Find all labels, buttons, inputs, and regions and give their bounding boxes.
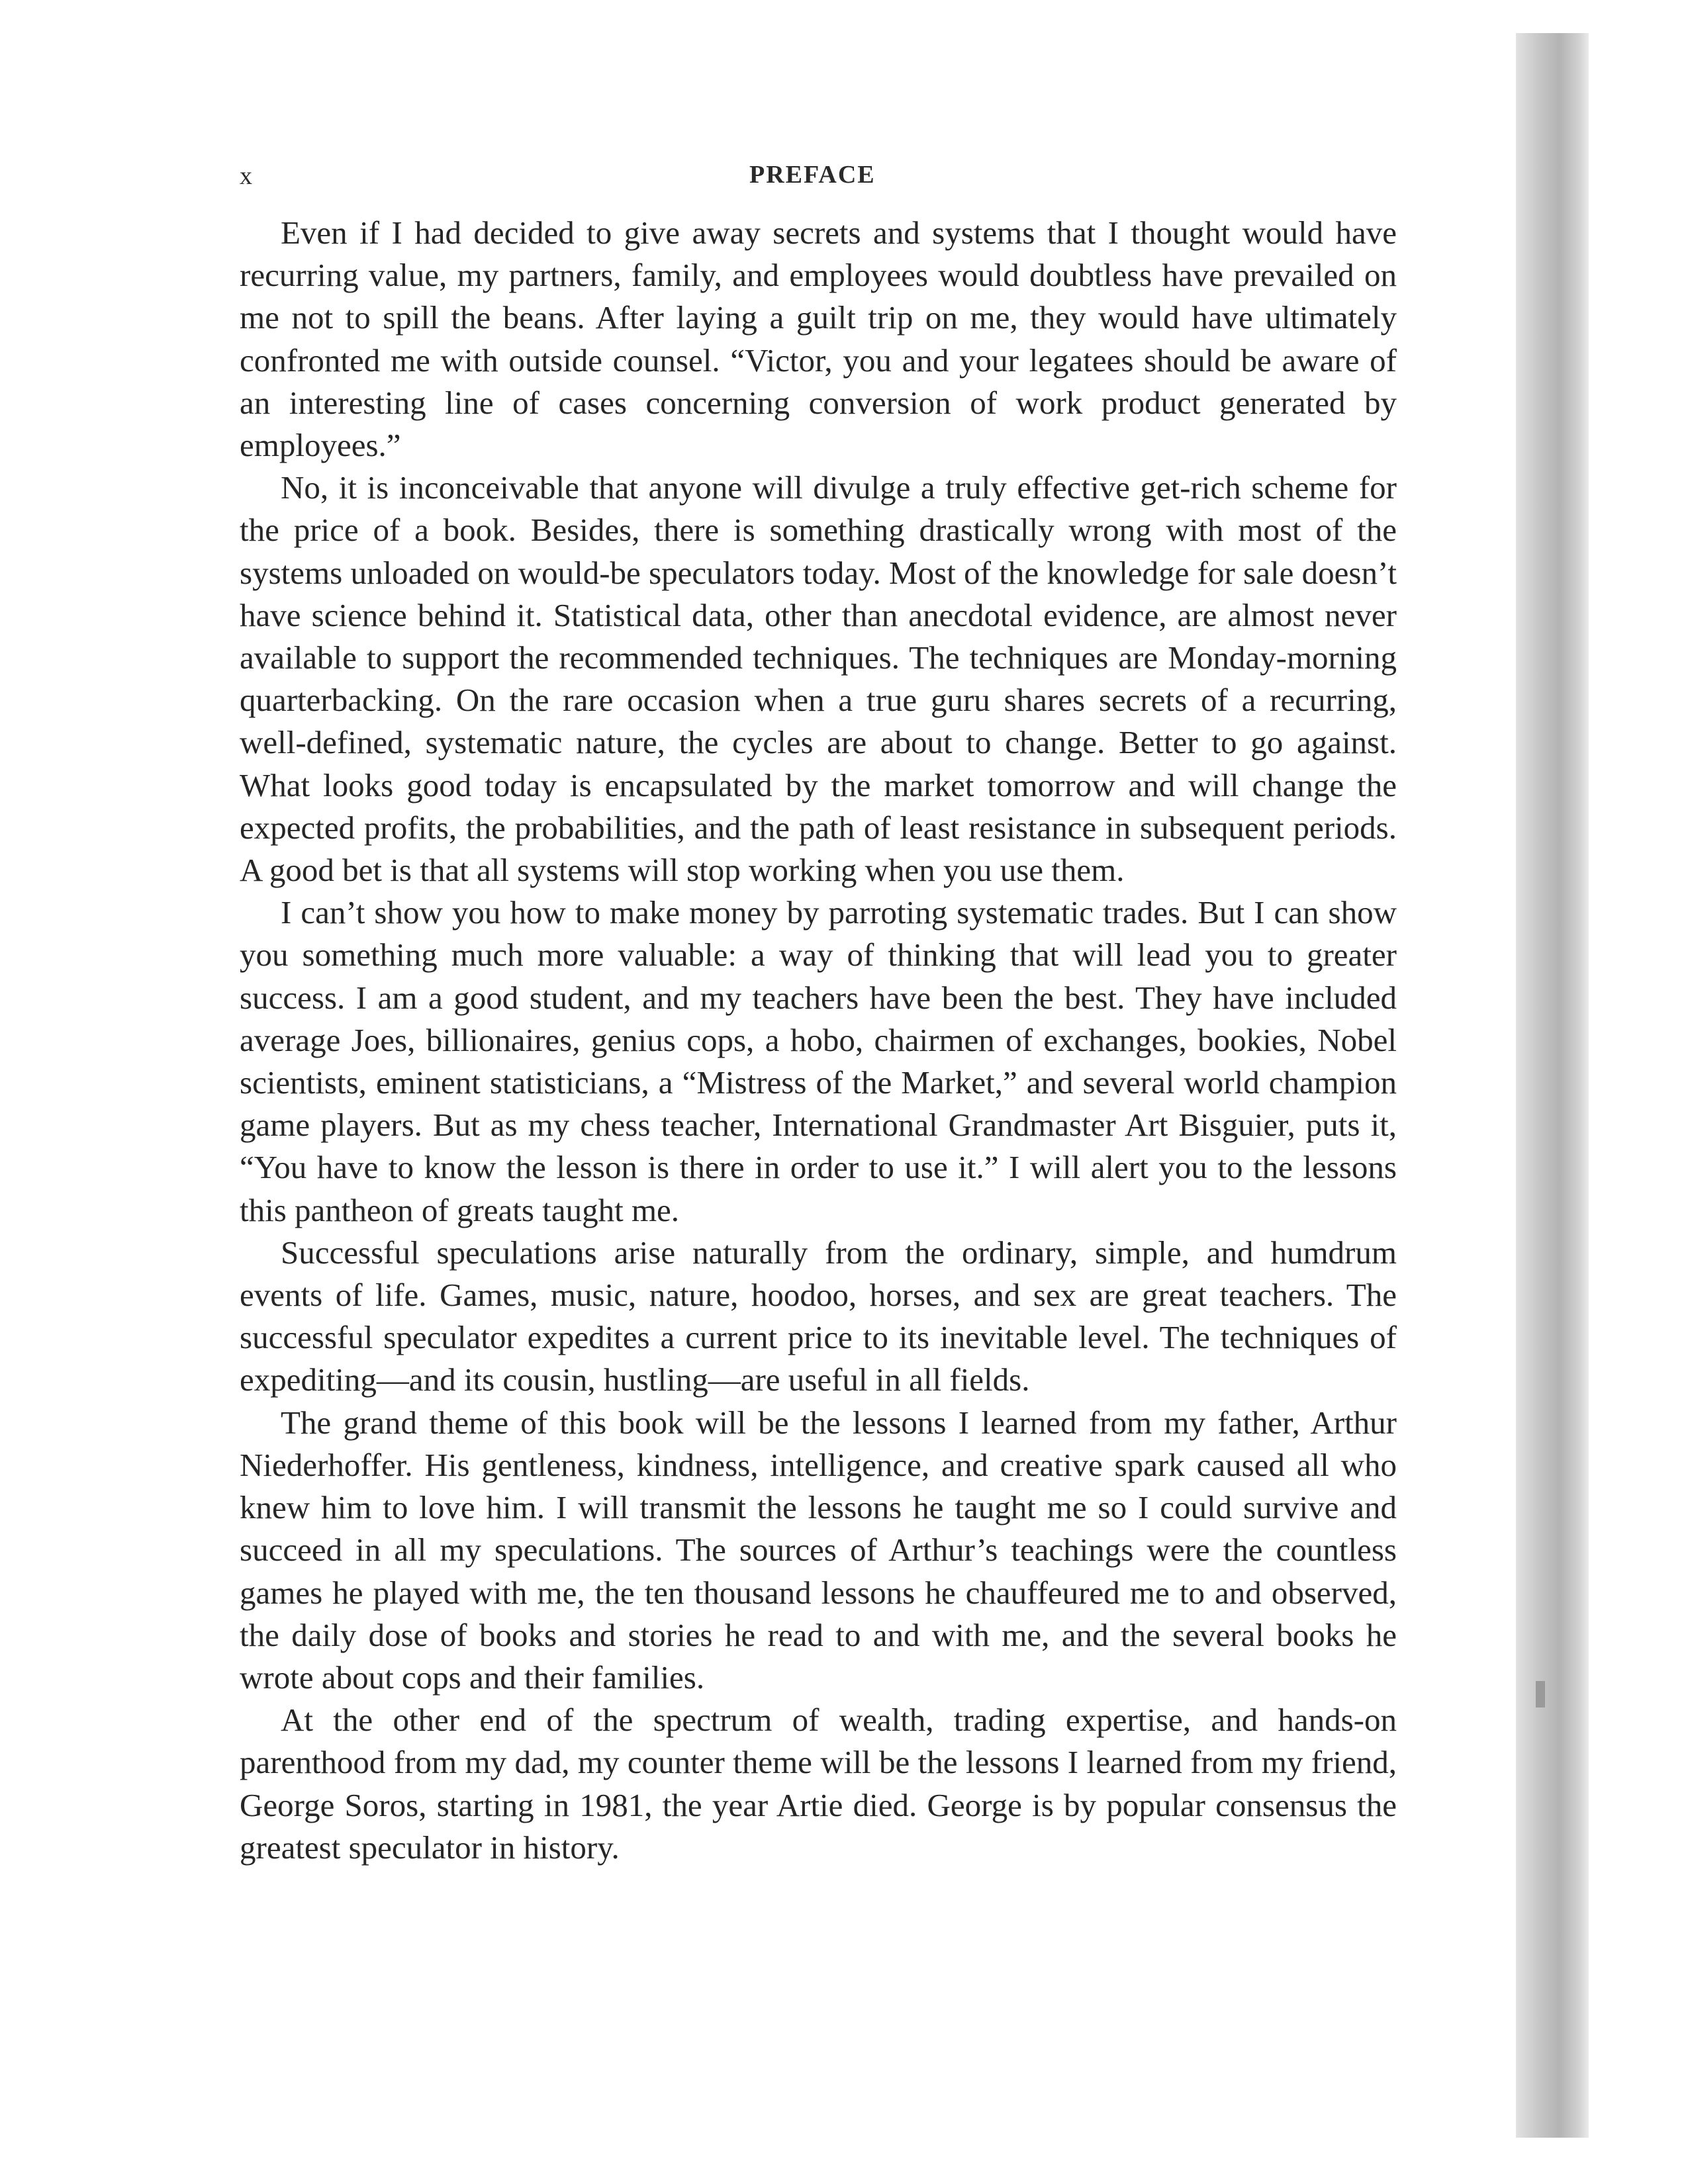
paragraph-3: I can’t show you how to make money by parroting systematic trades. But I can show you something much more valuable: a way of thinking that will lead you to greater success. I am a good student, and my teachers have been the best. They have included average Joes, billionaires, genius cops, a hobo, chairmen of exchanges, bookies, Nobel scientists, eminent statisticians, a “Mistress of the Market,” and several world champion game players. But as my chess teacher, International Grandmaster Art Bisguier, puts it, “You have to know the lesson is there in order to use it.” I will alert you to the lessons this pantheon of greats taught me.	[240, 894, 1397, 1228]
section-title: PREFACE	[749, 161, 876, 189]
paragraph-5: The grand theme of this book will be the lessons I learned from my father, Arthur Niederhoffer. His gentleness, kindness, intelligence, and creative spark caused all who knew him to love him. I will transmit the lessons he taught me so I could survive and succeed in all my speculations. The sources of Arthur’s teachings were the countless games he played with me, the ten thousand lessons he chauffeured me to and observed, the daily dose of books and stories he read to and with me, and the several books he wrote about cops and their families.	[240, 1404, 1397, 1696]
paragraph-1: Even if I had decided to give away secrets and systems that I thought would have recurring value, my partners, family, and employees would doubtless have prevailed on me not to spill the beans. After laying a guilt trip on me, they would have ultimately confronted me with outside counsel. “Victor, you and your legatees should be aware of an interesting line of cases concerning conversion of work product generated by employees.”	[240, 214, 1397, 464]
paragraph-4: Successful speculations arise naturally from the ordinary, simple, and humdrum events of life. Games, music, nature, hoodoo, horses, and sex are great teachers. The successful speculator expedites a current price to its inevitable level. The techniques of expediting—and its cousin, hustling—are useful in all fields.	[240, 1234, 1397, 1398]
running-head	[240, 158, 1550, 197]
gutter-mark	[1536, 1681, 1545, 1707]
paragraph-2: No, it is inconceivable that anyone will divulge a truly effective get-rich scheme for the price of a book. Besides, there is something drastically wrong with most of the systems unloaded on would-be speculators today. Most of the knowledge for sale doesn’t have science behind it. Statistical data, other than anecdotal evidence, are almost never available to support the recommended techniques. The techniques are Monday-morning quarterbacking. On the rare occasion when a true guru shares secrets of a recurring, well-defined, systematic nature, the cycles are about to change. Better to go against. What looks good today is encapsulated by the market tomorrow and will change the expected profits, the probabilities, and the path of least resistance in subsequent periods. A good bet is that all systems will stop working when you use them.	[240, 469, 1397, 889]
body-text	[240, 212, 1397, 1869]
paragraph-6: At the other end of the spectrum of wealth, trading expertise, and hands-on parenthood from my dad, my counter theme will be the lessons I learned from my friend, George Soros, starting in 1981, the year Artie died. George is by popular consensus the greatest speculator in history.	[240, 1702, 1397, 1866]
page-gutter-shadow	[1516, 33, 1589, 2138]
page-number: x	[240, 162, 254, 190]
